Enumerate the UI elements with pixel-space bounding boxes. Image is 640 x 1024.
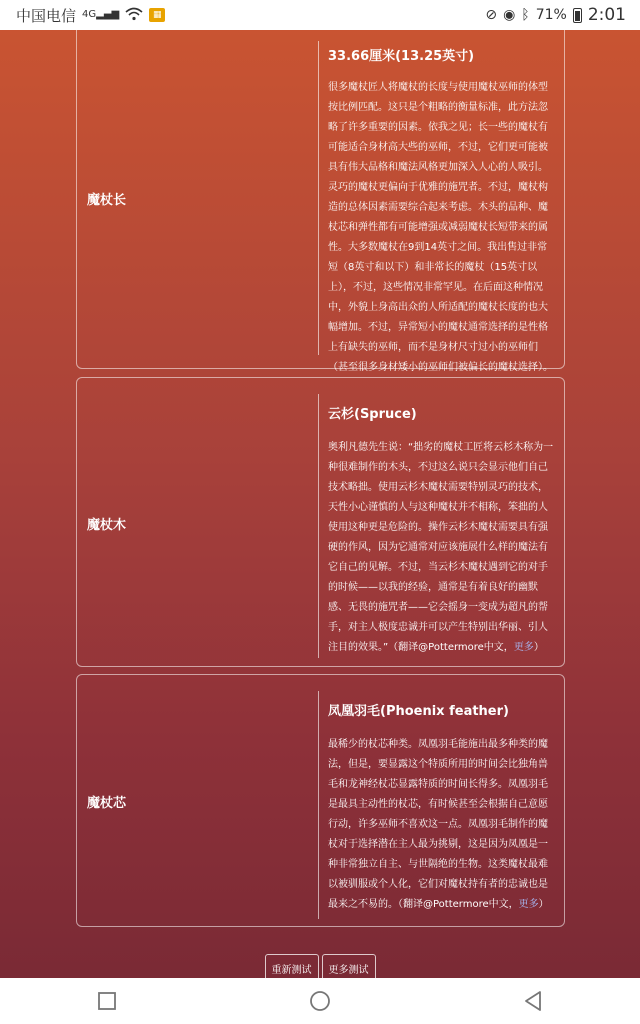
card-body	[328, 403, 554, 658]
result-card-wood	[76, 377, 565, 667]
circle-icon	[309, 990, 331, 1012]
card-body	[328, 45, 554, 378]
result-card-core	[76, 674, 565, 927]
more-tests-button[interactable]: 更多测试	[322, 954, 376, 978]
app-notification-icon: ▦	[149, 8, 165, 22]
result-content[interactable]	[0, 30, 640, 978]
result-card-length	[76, 30, 565, 373]
navigation-bar	[0, 978, 640, 1024]
card-description: 奥利凡德先生说：“拙劣的魔杖工匠将云杉木称为一种很难制作的木头，不过这么说只会显示他们自己技术略拙。使用云杉木魔杖需要特别灵巧的技术，天性小心谨慎的人与这种魔杖并不相称，笨拙的人使用这种更是危险的。操作云杉木魔杖需要具有强硬的作风，因为它通常对应该施展什么样的魔法有它自己的见解。不过，当云杉木魔杖遇到它的对手的时候——以我的经验，通常是有着良好的幽默感、无畏的施咒者——它会摇身一变成为超凡的帮手，对主人极度忠诚并可以产生特别出华丽、引人注目的效果。”（翻译@Pottermore中文，更多）	[328, 442, 554, 653]
square-icon	[98, 992, 116, 1010]
clock: 2:01	[587, 5, 626, 25]
card-label: 魔杖长	[87, 193, 127, 208]
card-divider	[318, 394, 319, 658]
retest-button[interactable]: 重新测试	[265, 954, 319, 978]
carrier-name: 中国电信	[16, 6, 77, 25]
status-right	[485, 5, 626, 25]
card-body	[328, 700, 554, 915]
signal-icon: 4G▂▄▆	[82, 9, 120, 20]
more-link[interactable]: 更多	[518, 899, 539, 910]
recent-apps-button[interactable]	[77, 981, 137, 1021]
card-description: 很多魔杖匠人将魔杖的长度与使用魔杖巫师的体型按比例匹配。这只是个粗略的衡量标准，此方法忽略了许多重要的因素。依我之见；长一些的魔杖有可能适合身材高大些的巫师，不过，它们更可能被具有伟大品格和魔法风格更加深入人心的人吸引。灵巧的魔杖更偏向于优雅的施咒者。不过，魔杖构造的总体因素需要综合起来考虑。木头的品种、魔杖芯和弹性都有可能增强或减弱魔杖长短带来的属性。大多数魔杖在9到14英寸之间。我出售过非常短（8英寸和以下）和非常长的魔杖（15英寸以上），不过，这些情况非常罕见。在后面这种情况中，外貌上身高出众的人所适配的魔杖长度的也大幅增加。不过，异常短小的魔杖通常选择的是性格上有缺失的巫师，而不是身材尺寸过小的巫师们（甚至很多身材矮小的巫师们被偏长的魔杖选择）。	[328, 82, 553, 373]
status-bar	[0, 0, 640, 30]
back-button[interactable]	[503, 981, 563, 1021]
battery-icon	[573, 8, 582, 23]
card-divider	[318, 41, 319, 355]
footer-buttons	[0, 954, 640, 978]
card-label: 魔杖芯	[87, 796, 127, 811]
triangle-back-icon	[523, 990, 543, 1012]
bluetooth-icon: ᛒ	[521, 7, 530, 23]
card-title: 凤凰羽毛(Phoenix feather)	[328, 704, 509, 719]
battery-percent: 71%	[535, 7, 567, 23]
eye-icon: ◉	[503, 7, 516, 23]
card-label: 魔杖木	[87, 518, 127, 533]
card-divider	[318, 691, 319, 919]
card-description: 最稀少的杖芯种类。凤凰羽毛能施出最多种类的魔法，但是，要显露这个特质所用的时间会比独角兽毛和龙神经杖芯显露特质的时间长得多。凤凰羽毛是最具主动性的杖芯，有时候甚至会根据自己意愿行动，许多巫师不喜欢这一点。凤凰羽毛制作的魔杖对于选择潜在主人最为挑剔，这是因为凤凰是一种非常独立自主、与世隔绝的生物。这类魔杖最难以被驯服或个人化，它们对魔杖持有者的忠诚也是最来之不易的。（翻译@Pottermore中文，更多）	[328, 739, 549, 910]
card-title: 33.66厘米(13.25英寸)	[328, 49, 475, 64]
more-link[interactable]: 更多	[513, 642, 534, 653]
card-title: 云杉(Spruce)	[328, 407, 417, 422]
wifi-icon	[125, 7, 143, 24]
home-button[interactable]	[290, 981, 350, 1021]
alarm-icon: ⊘	[485, 7, 498, 23]
status-left	[16, 5, 165, 26]
